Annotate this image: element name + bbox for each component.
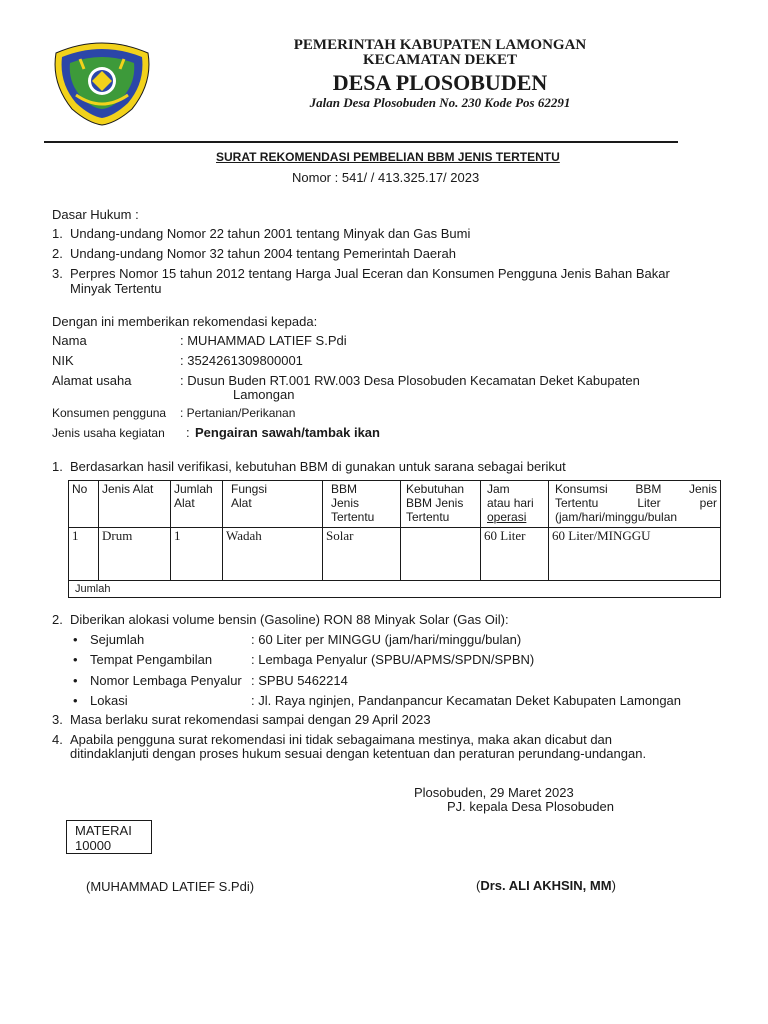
dasar-num: 3. bbox=[52, 266, 63, 281]
materai-stamp-box bbox=[66, 820, 152, 854]
jenis-label: Jenis usaha kegiatan bbox=[52, 426, 165, 440]
header-jenis-alat: Jenis Alat bbox=[99, 481, 171, 528]
header-address: Jalan Desa Plosobuden No. 230 Kode Pos 62291 bbox=[309, 95, 571, 110]
bullet-label: Sejumlah bbox=[90, 632, 145, 647]
dasar-num: 1. bbox=[52, 226, 63, 241]
bbm-usage-table bbox=[68, 480, 721, 598]
cell-jumlah-alat: 1 bbox=[171, 528, 223, 581]
materai-label: MATERAI bbox=[75, 823, 132, 838]
bullet-label: Lokasi bbox=[90, 693, 128, 708]
right-signatory: (Drs. ALI AKHSIN, MM) bbox=[476, 878, 616, 893]
place-date: Plosobuden, 29 Maret 2023 bbox=[414, 785, 574, 800]
header-government: PEMERINTAH KABUPATEN LAMONGAN bbox=[293, 37, 587, 53]
table-row bbox=[69, 528, 721, 581]
point-3-text: Masa berlaku surat rekomendasi sampai dengan 29 April 2023 bbox=[70, 712, 431, 727]
header-kebutuhan: Kebutuhan BBM Jenis Tertentu bbox=[401, 481, 481, 528]
konsumen-label: Konsumen pengguna bbox=[52, 406, 167, 420]
bullet-value: : Lembaga Penyalur (SPBU/APMS/SPDN/SPBN) bbox=[251, 652, 535, 667]
cell-jumlah-total: Jumlah bbox=[69, 581, 721, 598]
cell-konsumsi: 60 Liter/MINGGU bbox=[549, 528, 721, 581]
cell-jenis-alat: Drum bbox=[99, 528, 171, 581]
cell-fungsi-alat: Wadah bbox=[223, 528, 323, 581]
nik-label: NIK bbox=[52, 353, 74, 368]
cell-jam-operasi: 60 Liter bbox=[481, 528, 549, 581]
jenis-value: Pengairan sawah/tambak ikan bbox=[195, 425, 380, 440]
letter-number: Nomor : 541/ / 413.325.17/ 2023 bbox=[292, 170, 480, 185]
header-village: DESA PLOSOBUDEN bbox=[332, 70, 548, 95]
table-header-row bbox=[69, 481, 721, 528]
alamat-label: Alamat usaha bbox=[52, 373, 132, 388]
dasar-heading: Dasar Hukum : bbox=[52, 207, 139, 222]
jenis-colon: : bbox=[186, 425, 190, 440]
point-2-text: Diberikan alokasi volume bensin (Gasoline) RON 88 Minyak Solar (Gas Oil): bbox=[70, 612, 509, 627]
letter-title: SURAT REKOMENDASI PEMBELIAN BBM JENIS TERTENTU bbox=[216, 150, 560, 164]
cell-kebutuhan bbox=[401, 528, 481, 581]
header-jumlah-alat: Jumlah Alat bbox=[171, 481, 223, 528]
header-konsumsi: Konsumsi BBM Jenis Tertentu Liter per (jam/hari/minggu/bulan bbox=[549, 481, 721, 528]
materai-amount: 10000 bbox=[75, 838, 112, 853]
cell-bbm-jenis: Solar bbox=[323, 528, 401, 581]
header-no: No bbox=[69, 481, 99, 528]
point-4-text-continued: ditindaklanjuti dengan proses hukum sesuai dengan ketentuan dan peraturan perundang-undangan. bbox=[70, 746, 647, 761]
point-4-num: 4. bbox=[52, 732, 63, 747]
bullet-icon: • bbox=[73, 632, 78, 647]
konsumen-value: : Pertanian/Perikanan bbox=[180, 406, 296, 420]
header-jam-operasi: Jam atau hari operasi bbox=[481, 481, 549, 528]
header-divider bbox=[44, 141, 678, 143]
dasar-item: Undang-undang Nomor 22 tahun 2001 tentang Minyak dan Gas Bumi bbox=[70, 226, 471, 241]
point-1-text: Berdasarkan hasil verifikasi, kebutuhan BBM di gunakan untuk sarana sebagai berikut bbox=[70, 459, 566, 474]
bullet-icon: • bbox=[73, 673, 78, 688]
bullet-label: Nomor Lembaga Penyalur bbox=[90, 673, 242, 688]
bullet-icon: • bbox=[73, 693, 78, 708]
dasar-item: Undang-undang Nomor 32 tahun 2004 tentang Pemerintah Daerah bbox=[70, 246, 456, 261]
dasar-item-continued: Minyak Tertentu bbox=[70, 281, 162, 296]
signer-position: PJ. kepala Desa Plosobuden bbox=[447, 799, 614, 814]
nik-value: : 3524261309800001 bbox=[180, 353, 303, 368]
alamat-value-continued: Lamongan bbox=[233, 387, 295, 402]
dasar-item: Perpres Nomor 15 tahun 2012 tentang Harga Jual Eceran dan Konsumen Pengguna Jenis Bahan Bakar bbox=[70, 266, 670, 281]
header-bbm-jenis: BBM Jenis Tertentu bbox=[323, 481, 401, 528]
recipient-intro: Dengan ini memberikan rekomendasi kepada: bbox=[52, 314, 318, 329]
right-signatory-name: Drs. ALI AKHSIN, MM bbox=[480, 878, 612, 893]
point-4-text: Apabila pengguna surat rekomendasi ini tidak sebagaimana mestinya, maka akan dicabut dan bbox=[70, 732, 613, 747]
lamongan-emblem-logo bbox=[50, 37, 154, 127]
dasar-num: 2. bbox=[52, 246, 63, 261]
bullet-value: : 60 Liter per MINGGU (jam/hari/minggu/bulan) bbox=[251, 632, 522, 647]
left-signatory-name: (MUHAMMAD LATIEF S.Pdi) bbox=[86, 879, 255, 894]
point-1-num: 1. bbox=[52, 459, 63, 474]
cell-no: 1 bbox=[69, 528, 99, 581]
bullet-value: : SPBU 5462214 bbox=[251, 673, 348, 688]
bullet-label: Tempat Pengambilan bbox=[90, 652, 213, 667]
nama-value: : MUHAMMAD LATIEF S.Pdi bbox=[180, 333, 347, 348]
header-fungsi-alat: Fungsi Alat bbox=[223, 481, 323, 528]
point-2-num: 2. bbox=[52, 612, 63, 627]
nama-label: Nama bbox=[52, 333, 87, 348]
alamat-value: : Dusun Buden RT.001 RW.003 Desa Plosobuden Kecamatan Deket Kabupaten bbox=[180, 373, 640, 388]
bullet-value: : Jl. Raya nginjen, Pandanpancur Kecamatan Deket Kabupaten Lamongan bbox=[251, 693, 682, 708]
header-district: KECAMATAN DEKET bbox=[362, 52, 518, 68]
bullet-icon: • bbox=[73, 652, 78, 667]
point-3-num: 3. bbox=[52, 712, 63, 727]
table-footer-row bbox=[69, 581, 721, 598]
